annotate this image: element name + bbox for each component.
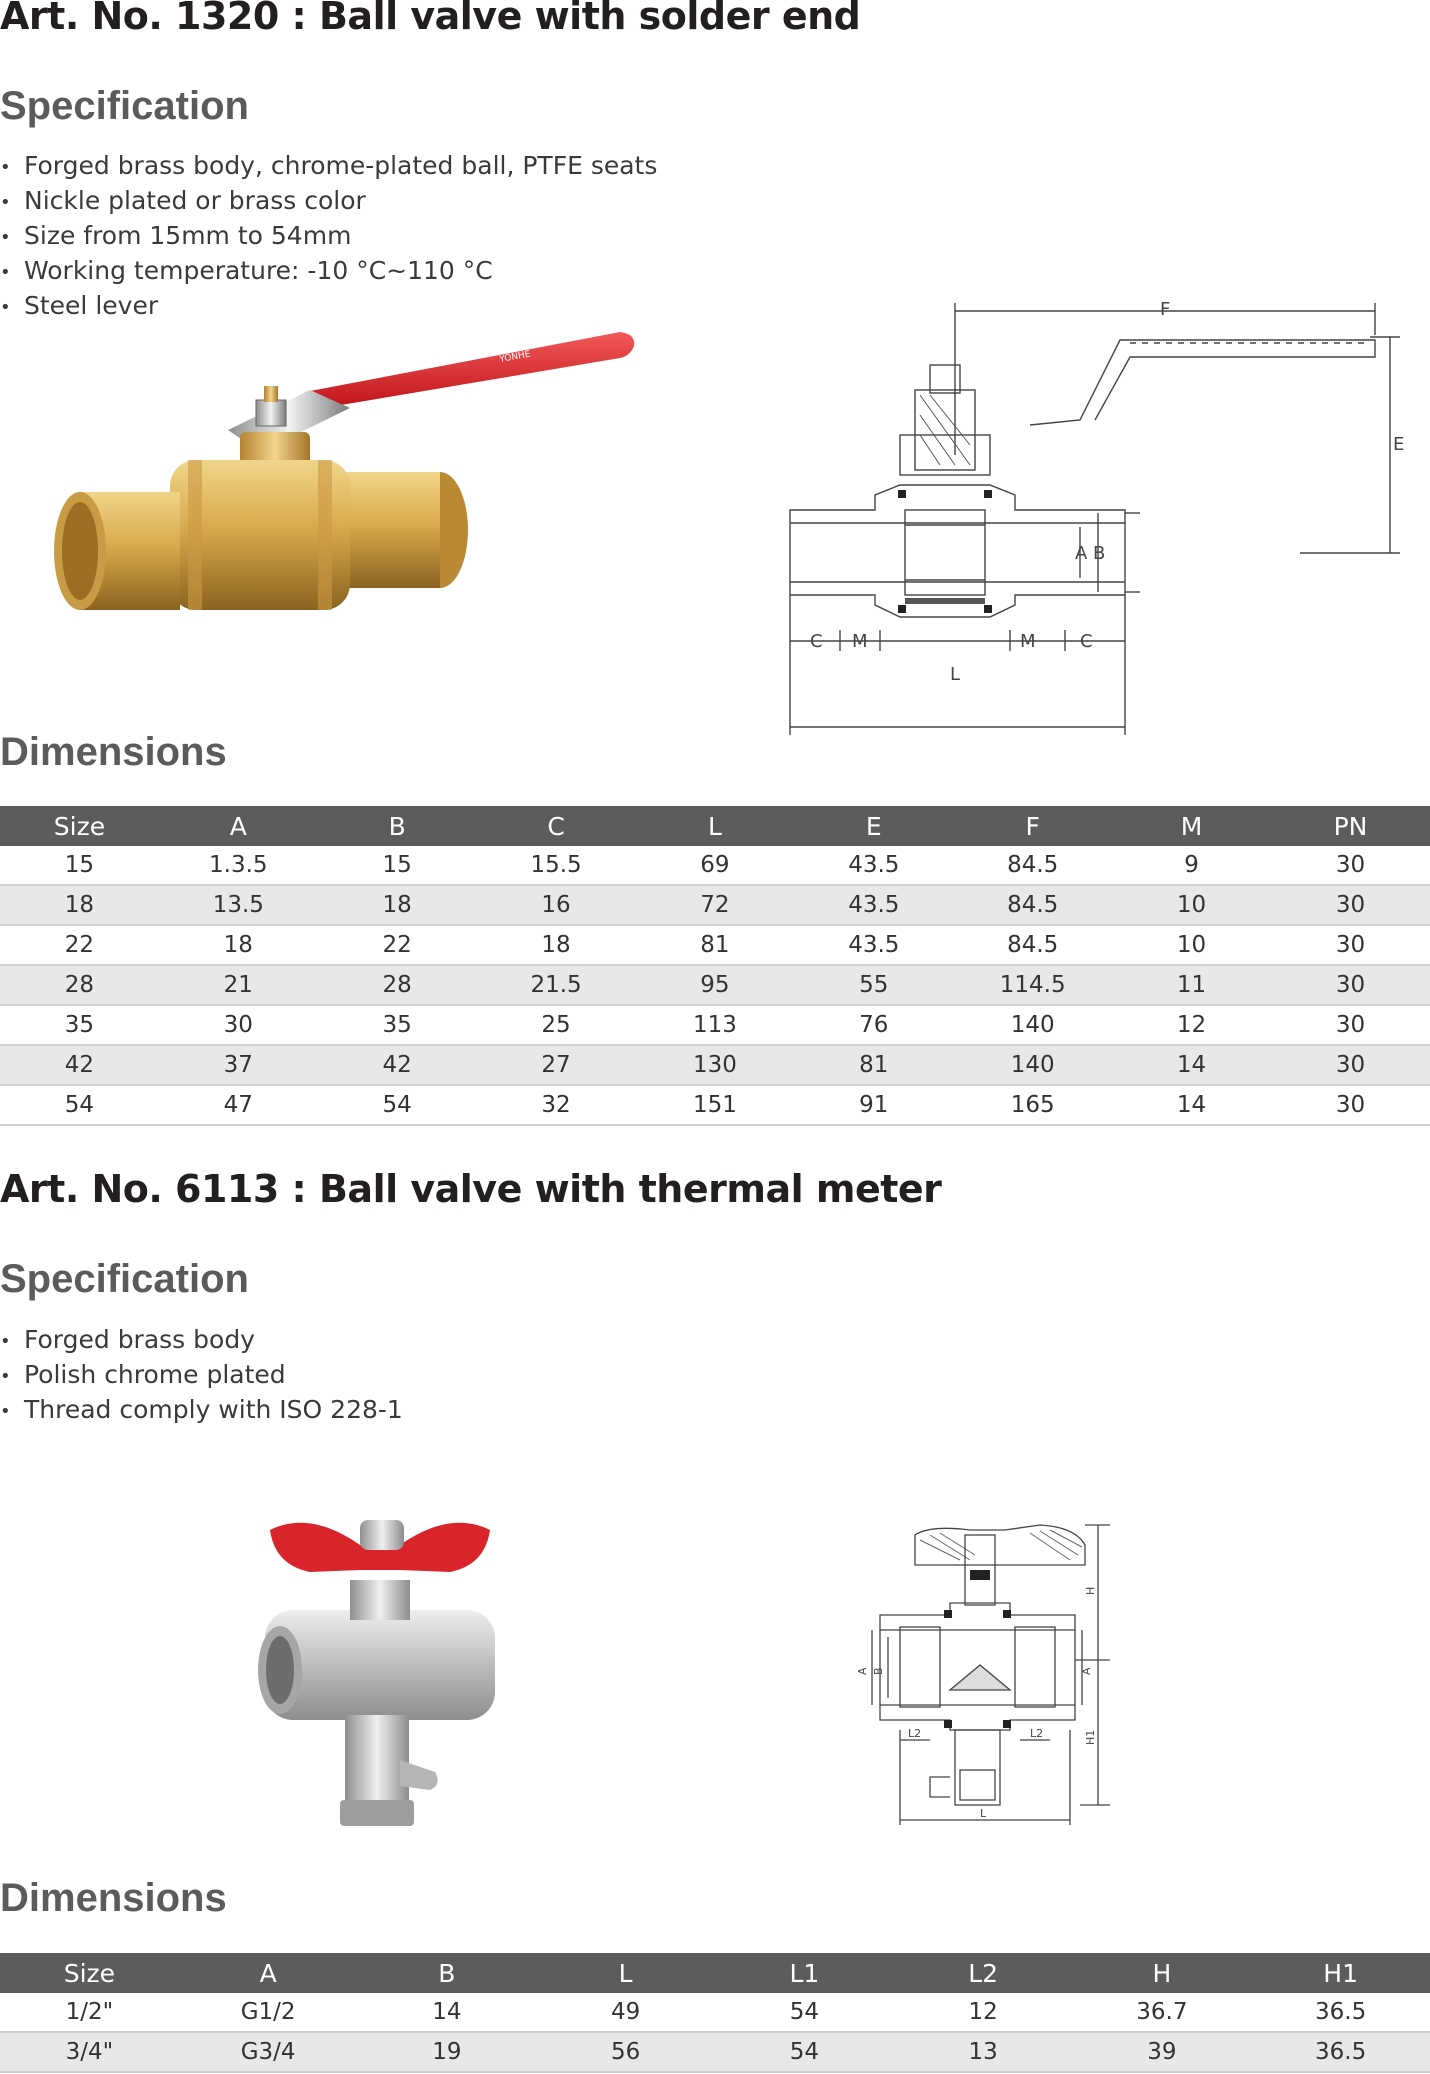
drawing2-label-B: B — [872, 1667, 885, 1675]
table-cell: 84.5 — [953, 846, 1112, 885]
drawing2-label-H1: H1 — [1084, 1729, 1097, 1745]
table-row — [0, 925, 1430, 965]
table-cell: 35 — [318, 1005, 477, 1045]
table-cell: 32 — [477, 1085, 636, 1125]
table-cell: 54 — [715, 1993, 894, 2032]
table-cell: 54 — [318, 1085, 477, 1125]
lever-brand-text: YONHE — [498, 349, 532, 365]
table-cell: 1.3.5 — [159, 846, 318, 885]
table-cell: 43.5 — [794, 925, 953, 965]
drawing2-label-L2-right: L2 — [1030, 1727, 1044, 1740]
table-cell: 15 — [318, 846, 477, 885]
table-cell: 28 — [318, 965, 477, 1005]
port-cap — [340, 1800, 414, 1826]
table-row — [0, 1993, 1430, 2032]
table-cell: 30 — [1271, 965, 1430, 1005]
column-header: H — [1073, 1953, 1252, 1993]
table-row — [0, 965, 1430, 1005]
drawing-label-M-left: M — [852, 631, 868, 652]
table-cell: 114.5 — [953, 965, 1112, 1005]
table-cell: 22 — [318, 925, 477, 965]
spec-item: • Nickle plated or brass color — [0, 186, 366, 215]
table-row — [0, 1005, 1430, 1045]
table-cell: 140 — [953, 1045, 1112, 1085]
stem-top — [264, 386, 278, 402]
table-cell: 14 — [358, 1993, 537, 2032]
table-cell: 25 — [477, 1005, 636, 1045]
table-cell: 22 — [0, 925, 159, 965]
table-cell: 30 — [159, 1005, 318, 1045]
spec-item: • Thread comply with ISO 228-1 — [0, 1395, 403, 1424]
table-cell: 13.5 — [159, 885, 318, 925]
drawing2-label-A-left: A — [856, 1667, 869, 1675]
table-cell: 3/4" — [0, 2032, 179, 2072]
column-header: A — [179, 1953, 358, 1993]
spec-item: • Forged brass body — [0, 1325, 255, 1354]
product2-photo — [250, 1510, 510, 1840]
table-cell: G3/4 — [179, 2032, 358, 2072]
product2-spec-list — [0, 1322, 403, 1427]
drawing-label-C-left: C — [810, 631, 823, 652]
table-cell: 91 — [794, 1085, 953, 1125]
table-cell: 18 — [318, 885, 477, 925]
drawing-label-A: A — [1075, 543, 1088, 564]
table-cell: 84.5 — [953, 885, 1112, 925]
drawing-label-C-right: C — [1080, 631, 1093, 652]
table-cell: 10 — [1112, 925, 1271, 965]
table-cell: 36.5 — [1251, 1993, 1430, 2032]
table-row — [0, 846, 1430, 885]
table-cell: 140 — [953, 1005, 1112, 1045]
product1-spec-heading: Specification — [0, 84, 249, 128]
table-cell: 81 — [636, 925, 795, 965]
meter-port — [345, 1715, 409, 1805]
column-header: B — [318, 806, 477, 846]
product2-spec-heading: Specification — [0, 1257, 249, 1301]
product1-drawing — [780, 295, 1405, 695]
table-cell: 30 — [1271, 925, 1430, 965]
table-cell: 113 — [636, 1005, 795, 1045]
table-cell: 13 — [894, 2032, 1073, 2072]
table-cell: 55 — [794, 965, 953, 1005]
table-cell: 18 — [477, 925, 636, 965]
table-row — [0, 1085, 1430, 1125]
table-cell: 30 — [1271, 1005, 1430, 1045]
table-header-row — [0, 806, 1430, 846]
stem-nut — [256, 400, 286, 426]
table-cell: 27 — [477, 1045, 636, 1085]
spec-item: • Polish chrome plated — [0, 1360, 286, 1389]
table-cell: 36.5 — [1251, 2032, 1430, 2072]
table-cell: 42 — [318, 1045, 477, 1085]
table-cell: 54 — [0, 1085, 159, 1125]
drawing-label-F: F — [1160, 299, 1171, 320]
table-cell: 69 — [636, 846, 795, 885]
table-row — [0, 1045, 1430, 1085]
table-cell: 165 — [953, 1085, 1112, 1125]
table-cell: 15 — [0, 846, 159, 885]
drawing-label-B: B — [1093, 543, 1106, 564]
column-header: L1 — [715, 1953, 894, 1993]
drawing2-label-L: L — [980, 1807, 987, 1820]
table-cell: G1/2 — [179, 1993, 358, 2032]
table-cell: 15.5 — [477, 846, 636, 885]
table-cell: 12 — [894, 1993, 1073, 2032]
lever-onoff-text: ON OFF — [454, 351, 478, 362]
drawing2-label-A-right: A — [1080, 1667, 1093, 1675]
column-header: M — [1112, 806, 1271, 846]
column-header: A — [159, 806, 318, 846]
table-cell: 42 — [0, 1045, 159, 1085]
spec-item: • Working temperature: -10 °C~110 °C — [0, 256, 493, 285]
table-cell: 130 — [636, 1045, 795, 1085]
table-cell: 30 — [1271, 885, 1430, 925]
lever-red — [305, 332, 634, 406]
table-cell: 43.5 — [794, 885, 953, 925]
drawing-label-L: L — [950, 664, 961, 685]
table-cell: 21 — [159, 965, 318, 1005]
table-cell: 14 — [1112, 1085, 1271, 1125]
table-cell: 49 — [536, 1993, 715, 2032]
table-cell: 18 — [159, 925, 318, 965]
table-cell: 81 — [794, 1045, 953, 1085]
table-cell: 12 — [1112, 1005, 1271, 1045]
column-header: F — [953, 806, 1112, 846]
table-cell: 36.7 — [1073, 1993, 1252, 2032]
table-cell: 10 — [1112, 885, 1271, 925]
product2-dim-heading: Dimensions — [0, 1876, 227, 1920]
column-header: Size — [0, 806, 159, 846]
column-header: E — [794, 806, 953, 846]
table-cell: 37 — [159, 1045, 318, 1085]
handle-cap — [360, 1520, 404, 1550]
table-cell: 72 — [636, 885, 795, 925]
table-cell: 35 — [0, 1005, 159, 1045]
table-cell: 21.5 — [477, 965, 636, 1005]
column-header: PN — [1271, 806, 1430, 846]
table-cell: 16 — [477, 885, 636, 925]
column-header: H1 — [1251, 1953, 1430, 1993]
drawing2-label-H: H — [1084, 1586, 1097, 1595]
drawing-label-M-right: M — [1020, 631, 1036, 652]
product2-title: Art. No. 6113 : Ball valve with thermal meter — [0, 1167, 942, 1211]
drawing2-label-L2-left: L2 — [908, 1727, 922, 1740]
product1-title: Art. No. 1320 : Ball valve with solder end — [0, 0, 861, 38]
spec-item: • Size from 15mm to 54mm — [0, 221, 352, 250]
table-header-row — [0, 1953, 1430, 1993]
column-header: Size — [0, 1953, 179, 1993]
table-cell: 151 — [636, 1085, 795, 1125]
table-cell: 39 — [1073, 2032, 1252, 2072]
table-cell: 30 — [1271, 1085, 1430, 1125]
table-cell: 84.5 — [953, 925, 1112, 965]
product1-dimensions-table — [0, 806, 1430, 1126]
product2-dimensions-table — [0, 1953, 1430, 2073]
product1-dim-heading: Dimensions — [0, 730, 227, 774]
table-cell: 54 — [715, 2032, 894, 2072]
port-lug — [400, 1760, 438, 1790]
column-header: L2 — [894, 1953, 1073, 1993]
column-header: L — [536, 1953, 715, 1993]
spec-item: • Steel lever — [0, 291, 159, 320]
table-cell: 28 — [0, 965, 159, 1005]
table-row — [0, 885, 1430, 925]
table-cell: 30 — [1271, 1045, 1430, 1085]
table-cell: 14 — [1112, 1045, 1271, 1085]
valve-neck-chrome — [350, 1580, 410, 1620]
column-header: B — [358, 1953, 537, 1993]
table-cell: 19 — [358, 2032, 537, 2072]
table-cell: 47 — [159, 1085, 318, 1125]
table-cell: 95 — [636, 965, 795, 1005]
table-cell: 76 — [794, 1005, 953, 1045]
table-cell: 1/2" — [0, 1993, 179, 2032]
table-cell: 11 — [1112, 965, 1271, 1005]
column-header: C — [477, 806, 636, 846]
table-cell: 56 — [536, 2032, 715, 2072]
table-cell: 18 — [0, 885, 159, 925]
product1-photo — [60, 320, 660, 680]
spec-item: • Forged brass body, chrome-plated ball, PTFE seats — [0, 151, 658, 180]
table-cell: 9 — [1112, 846, 1271, 885]
drawing-label-E: E — [1393, 434, 1405, 455]
product2-drawing — [856, 1515, 1180, 1835]
table-row — [0, 2032, 1430, 2072]
table-cell: 30 — [1271, 846, 1430, 885]
product1-spec-list — [0, 148, 657, 323]
column-header: L — [636, 806, 795, 846]
table-cell: 43.5 — [794, 846, 953, 885]
